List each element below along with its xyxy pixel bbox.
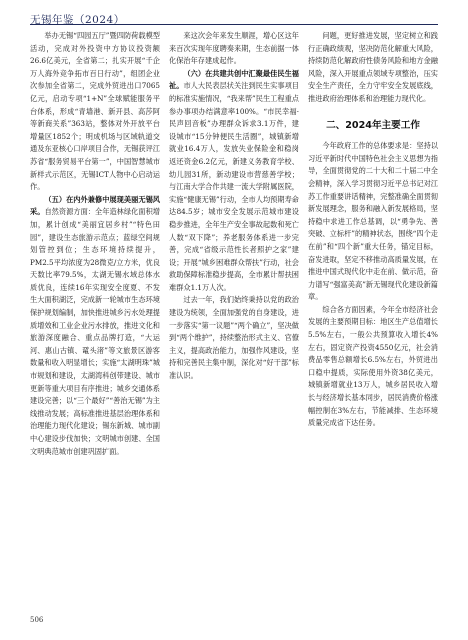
paragraph-text: 举办无锡“四园五厅”暨四防荷载模型活动，完成对外投资中方协议投资额26.6亿美元，全省第二；扎实开展“千企万人海外竞争拓市百日行动”，组团企业次参加全省第二，完成外贸进出口7065亿元，启动专项“1+N”全球赋能服务平台体系，形成“青墙港、新开县、高莎阿等新商关系”363站，整体对外开放平台增量区1852个；明成机场与区域轨道交通及东亚核心口岸项目合作，无锡获评江苏省“服务贸易平台第一”，中国智慧城市新样式示范区，无锡ICT人物中心启动运作。 <box>30 31 160 192</box>
text-columns <box>30 30 438 610</box>
text-column-2 <box>169 30 299 610</box>
paragraph <box>30 194 160 458</box>
paragraph <box>30 30 160 194</box>
paragraph-text: 来这次会年来发生顺涯，增心区这年来百次实现年度聘奏来期，生态前据一体化保治年存建成起作。 <box>169 31 299 66</box>
page-number: 506 <box>30 616 44 624</box>
paragraph-lead: （六）在共建共创中汇聚最佳民生福祉。 <box>169 68 299 91</box>
text-column-3 <box>308 30 438 610</box>
paragraph-text: 问题，更好推进发展，坚定树立和践行正确政绩观，坚决防范化解重大风险，持续防范化解政府性债务风险和地方金融风险，深入开展重点领域专项整治，压实安全生产责任，全力守牢安全发展底线，推进政府治理体系和治理能力现代化。 <box>308 31 438 103</box>
section-heading: 二、2024年主要工作 <box>326 119 420 131</box>
yearbook-title: 无锡年鉴（2024） <box>30 14 125 26</box>
paragraph <box>308 304 438 430</box>
paragraph <box>169 294 299 382</box>
paragraph <box>308 30 438 106</box>
paragraph <box>308 140 438 304</box>
paragraph-text: 过去一年，我们始终秉持以党的政治建设为统领，全面加强党的自身建设，进一步落实“第一议题”“两个确立”，坚决做到“两个维护”，持续整治形式主义、官僚主义，提高政治能力，加强作风建设，坚持和完善民主集中制，深化对“好干部”标准认识。 <box>169 295 299 381</box>
paragraph-text: 自然资源方面：全年造林绿化面积增加，累计创成“美丽宜居乡村”“特色田园”，建设生态旅游示范点；蓝绿空间规划管控到位；生态环境持续提升，PM2.5平均浓度为28微克/立方米，优良天数比率79.5%，太湖无锡水域总体水质优良，连续16年实现安全度夏、不发生大面积湖泛，完成新一轮城市生态环境保护规划编制，加快推进城乡污水处理提质增效和工业企业污水排放，推进文化和旅游深度融合、重点品牌打造，“大运河、惠山古镇、鼋头渚”等文旅景区游客数量和收入明显增长；实施“太湖明珠”城市规划和建设，太湖湾科创带建设、城市更新等重大项目有序推进；城乡交通体系建设完善；以“三个最好”“善治无锡”为主线推动发展；高标准推进基层治理体系和治理能力现代化建设；锡东新城、城市副中心建设步伐加快；文明城市创建、全国文明典范城市创建巩固扩面。 <box>30 207 160 456</box>
paragraph-text: 今年政府工作的总体要求是：坚持以习近平新时代中国特色社会主义思想为指导，全面贯彻党的二十大和二十届二中全会精神，深入学习贯彻习近平总书记对江苏工作重要讲话精神，完整准确全面贯彻新发展理念，服务和融入新发展格局，坚持稳中求进工作总基调，以“勇争先、善突破、立标杆”的精神状态，围绕“四个走在前”和“四个新”重大任务，锚定目标，奋发进取，坚定不移推动高质量发展，在推进中国式现代化中走在前、做示范，奋力谱写“强富美高”新无锡现代化建设新篇章。 <box>308 141 438 302</box>
paragraph-text: 市人大民表层状关注到民生实事项目的标准实施情况，“我来帮”民生工程重点参办事项办结满意率100%。“市民幸福·民声回音板”办理群众诉求3.1万件，建设城市“15分钟便民生活圈”，城镇新增就业16.4万人，发放失业保险金和稳岗返还资金6.2亿元，新建义务教育学校、幼儿园31所，新动建设市营慈善学校；与江南大学合作共建一流大学附属医院，实施“健康无锡”行动，全市人均预期寿命达84.5岁；城市安全发展示范城市建设稳步推进，全年生产安全事故起数和死亡人数“双下降”；养老服务体系进一步完善，完成“省级示范性长者照护之家”建设；开展“城乡困难群众帮扶”行动，社会救助保障标准稳步提高，全市累计帮扶困难群众1.1万人次。 <box>169 81 299 292</box>
text-column-1 <box>30 30 160 610</box>
paragraph-text: 综合各方面因素，今年全市经济社会发展的主要预期目标：地区生产总值增长5.5%左右，一般公共预算收入增长4%左右，固定资产投资4550亿元，社会消费品零售总额增长6.5%左右，外贸进出口稳中提质，实际使用外资38亿美元，城镇新增就业13万人，城乡居民收入增长与经济增长基本同步，居民消费价格涨幅控制在3%左右，节能减排、生态环境质量完成省下达任务。 <box>308 304 438 428</box>
running-header <box>30 8 438 28</box>
paragraph <box>169 68 299 295</box>
paragraph-lead: （五）在内外兼修中展现美丽无锡风采。 <box>30 194 160 217</box>
header-rule <box>30 24 438 25</box>
paragraph <box>169 30 299 68</box>
